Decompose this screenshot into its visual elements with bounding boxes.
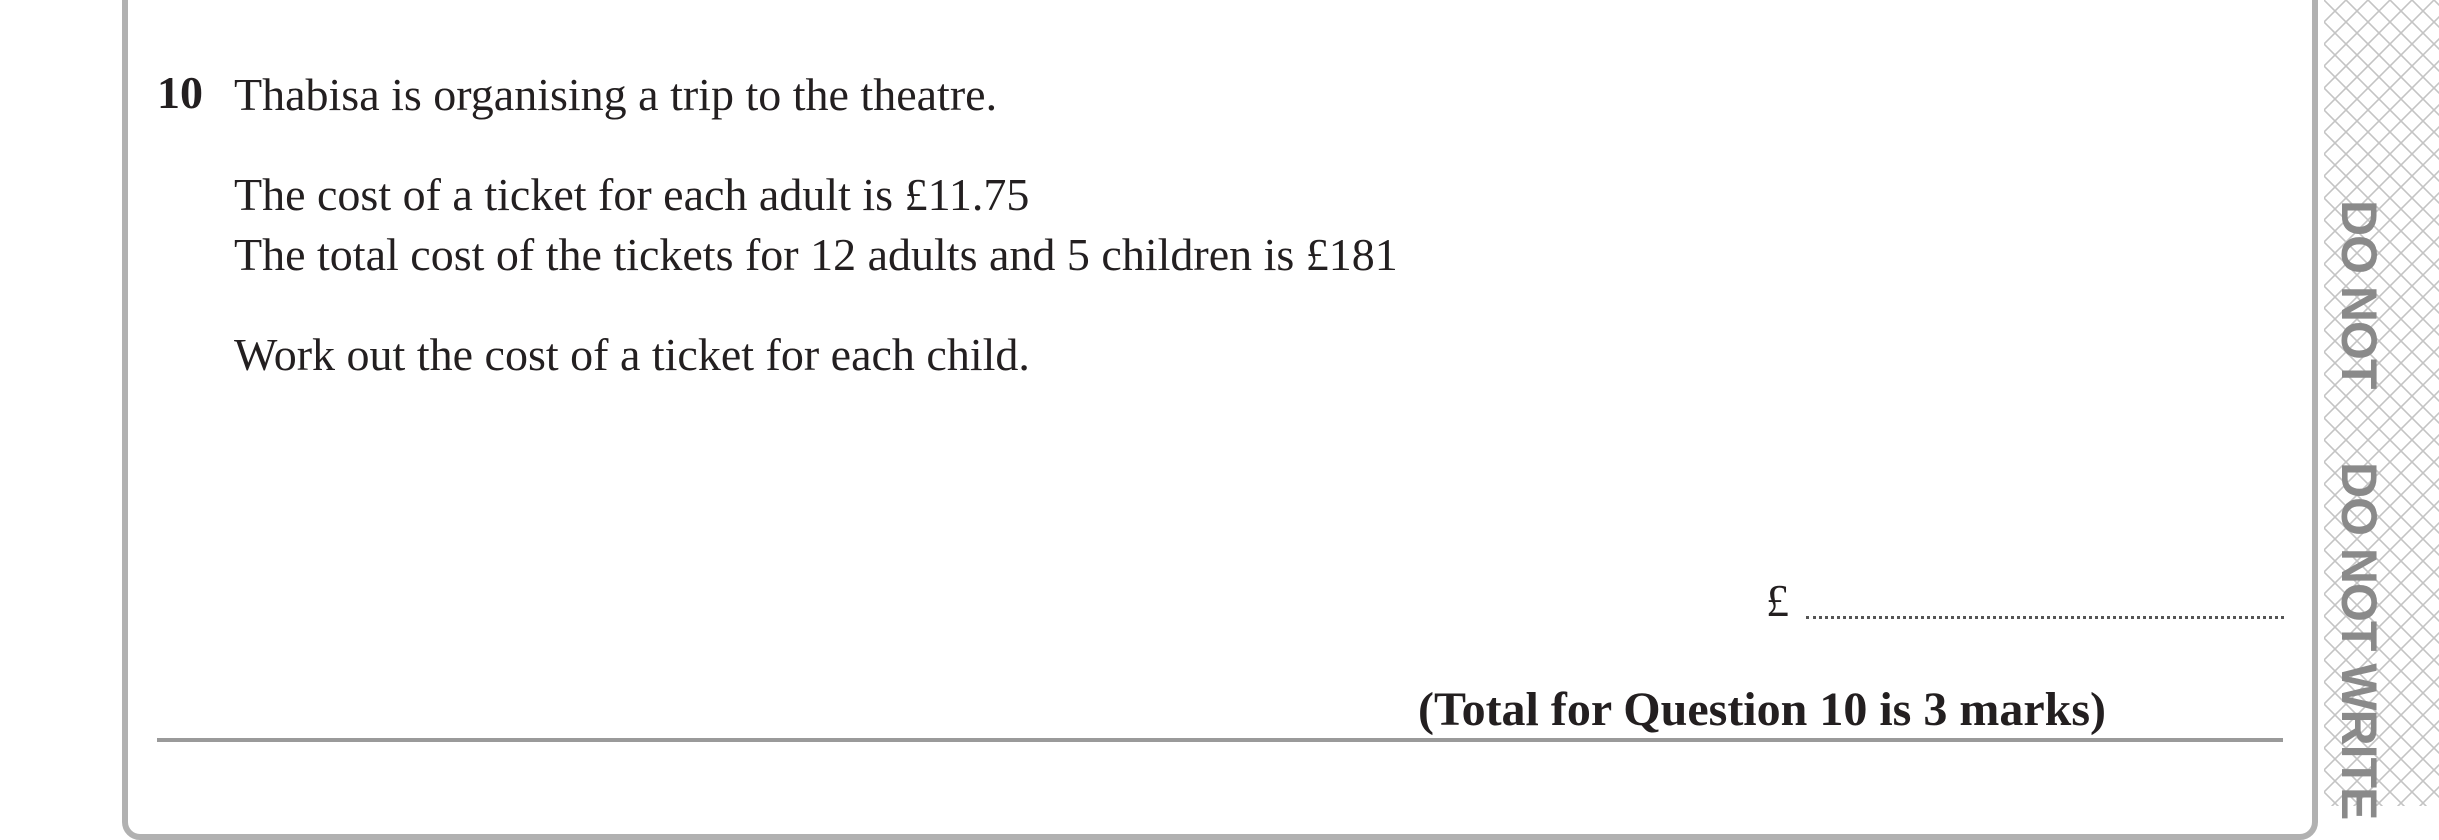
answer-currency-symbol: £ bbox=[1766, 575, 1789, 626]
answer-dotted-line[interactable] bbox=[1806, 616, 2284, 619]
question-intro: Thabisa is organising a trip to the theatre. bbox=[234, 69, 998, 120]
question-divider bbox=[157, 738, 2283, 742]
margin-warning-2: DO NOT WRITE bbox=[2331, 462, 2387, 820]
answer-line[interactable] bbox=[1766, 575, 2286, 628]
margin-warning-1: DO NOT bbox=[2331, 200, 2387, 389]
question-number: 10 bbox=[157, 67, 203, 118]
total-marks: (Total for Question 10 is 3 marks) bbox=[1417, 683, 2106, 736]
question-fact-1: The cost of a ticket for each adult is £11.75 bbox=[234, 169, 1030, 220]
question-task: Work out the cost of a ticket for each child. bbox=[234, 329, 1030, 380]
question-fact-2: The total cost of the tickets for 12 adults and 5 children is £181 bbox=[234, 229, 1398, 280]
